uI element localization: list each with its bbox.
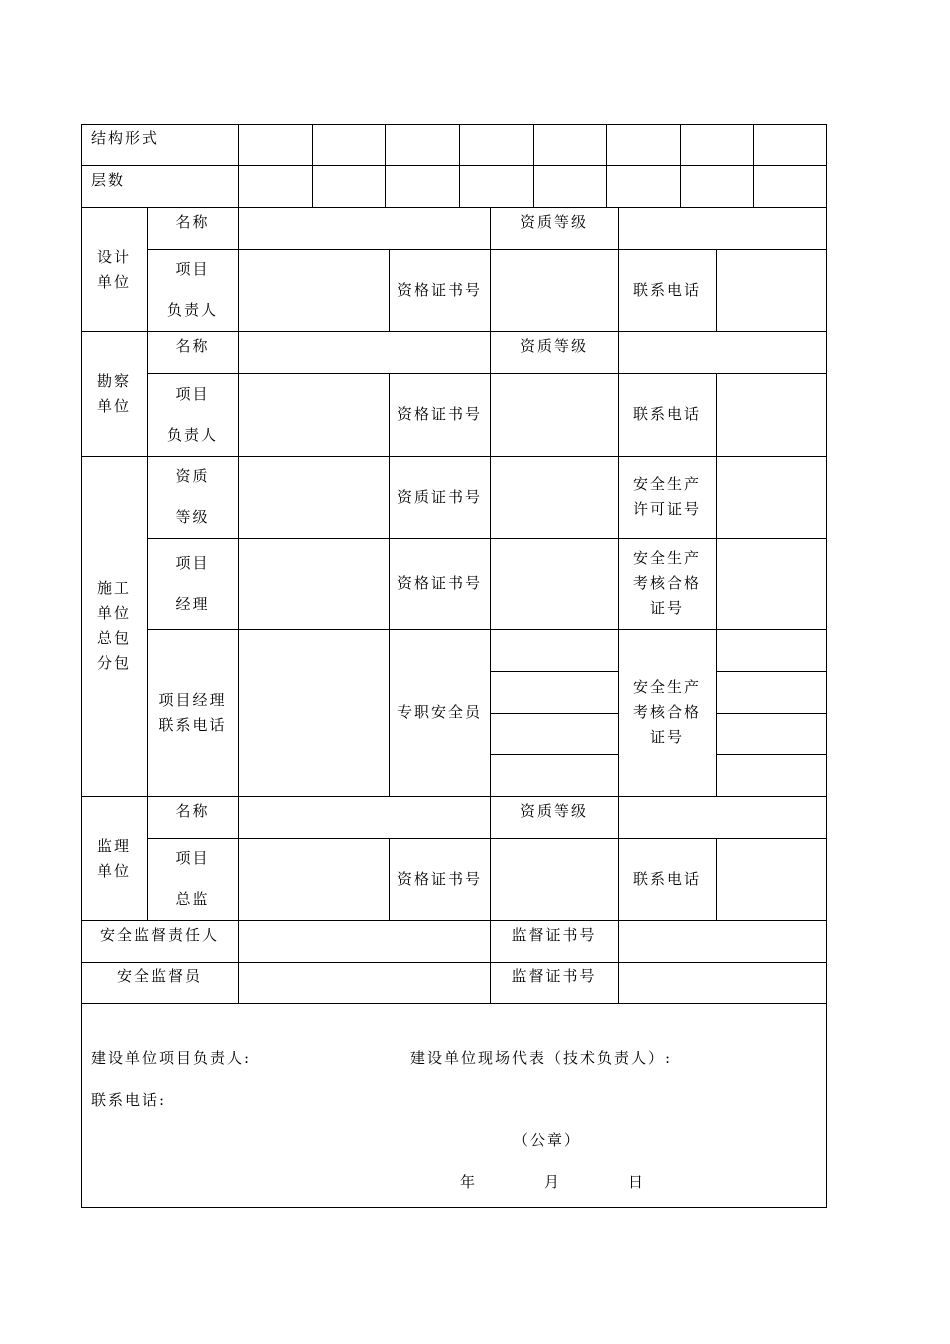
supervision-qual-level-label: 资质等级 [519, 802, 588, 820]
supervision-name-label: 名称 [175, 802, 210, 820]
grid-line [238, 207, 239, 1003]
supervision-unit-label-line: 单位 [96, 862, 131, 880]
construction-permit-label [618, 456, 716, 538]
construction-qual-label [147, 456, 238, 538]
construction-unit-label-line: 总包 [96, 629, 131, 647]
survey-pm-label-line: 负责人 [166, 425, 218, 444]
construction-assess-label-line: 安全生产 [632, 549, 701, 567]
official-seal-label: （公章） [513, 1131, 582, 1149]
construction-unit-label-line: 单位 [96, 604, 131, 622]
construction-permit-label-line: 安全生产 [632, 475, 701, 493]
grid-line [459, 124, 460, 207]
design-unit-label-line: 单位 [96, 272, 131, 291]
design-unit-label-line: 设计 [96, 247, 131, 266]
grid-line [312, 124, 313, 207]
grid-line [606, 124, 607, 207]
date-day-label: 日 [628, 1173, 646, 1191]
construction-assess-label-line: 证号 [649, 599, 684, 617]
supervision-cert-no-label: 资格证书号 [396, 869, 482, 888]
grid-line [81, 962, 827, 963]
grid-line [680, 124, 681, 207]
grid-line [716, 373, 717, 796]
construction-pm-label-line: 项目 [175, 553, 210, 572]
construction-assess2-label-line: 安全生产 [632, 678, 701, 696]
grid-line [81, 796, 827, 797]
grid-line [618, 207, 619, 249]
construction-assess2-label-line: 考核合格 [632, 703, 701, 721]
survey-pm-label-line: 项目 [175, 384, 210, 403]
construction-unit-label [81, 456, 147, 796]
grid-line [81, 1207, 827, 1208]
grid-line [81, 124, 827, 125]
supervision-chief-label-line: 总监 [175, 890, 210, 908]
survey-cert-no-label: 资格证书号 [396, 405, 482, 423]
construction-pm-label-line: 经理 [175, 594, 210, 613]
date-year-label: 年 [460, 1173, 478, 1191]
grid-line [618, 331, 619, 373]
survey-unit-label-line: 勘察 [96, 372, 131, 390]
grid-line [533, 124, 534, 207]
construction-cert-no-label: 资格证书号 [396, 574, 482, 592]
oversight-responsible-cert-label: 监督证书号 [511, 926, 597, 944]
design-pm-label-line: 项目 [175, 260, 210, 278]
grid-line [618, 920, 619, 1003]
survey-qual-level-label: 资质等级 [519, 337, 588, 355]
oversight-officer-label: 安全监督员 [116, 967, 202, 985]
design-name-label: 名称 [175, 213, 210, 231]
grid-line [716, 249, 717, 331]
grid-line [753, 124, 754, 207]
grid-line [490, 754, 618, 755]
design-cert-no-label: 资格证书号 [396, 280, 482, 299]
oversight-officer-cert-label: 监督证书号 [511, 967, 597, 985]
date-month-label: 月 [544, 1173, 562, 1191]
supervision-chief-label [147, 838, 238, 920]
construction-pm-phone-label [147, 629, 238, 796]
design-pm-label-line: 负责人 [166, 301, 218, 319]
construction-pm-phone-label-line: 项目经理 [158, 690, 227, 709]
grid-line [81, 331, 827, 332]
grid-line [716, 754, 827, 755]
grid-line [81, 920, 827, 921]
builder-phone-label: 联系电话: [91, 1091, 167, 1109]
survey-unit-label-line: 单位 [96, 397, 131, 415]
structure-label: 结构形式 [91, 129, 160, 147]
construction-qual-label-line: 资质 [175, 467, 210, 485]
builder-pm-label: 建设单位项目负责人: [91, 1049, 252, 1067]
construction-assess2-label-line: 证号 [649, 728, 684, 746]
grid-line [385, 124, 386, 207]
safety-registration-form [81, 124, 827, 1208]
design-pm-label [147, 249, 238, 331]
design-qual-level-label: 资质等级 [519, 213, 588, 231]
construction-assess2-label [618, 629, 716, 796]
construction-safety-officer-label: 专职安全员 [396, 703, 482, 721]
grid-line [716, 671, 827, 672]
construction-unit-label-line: 分包 [96, 654, 131, 672]
construction-qual-label-line: 等级 [175, 508, 210, 526]
design-unit-label [81, 249, 147, 290]
survey-phone-label: 联系电话 [632, 405, 701, 423]
construction-unit-label-line: 施工 [96, 579, 131, 597]
builder-rep-label: 建设单位现场代表（技术负责人）: [410, 1049, 673, 1067]
grid-line [81, 207, 827, 208]
supervision-chief-label-line: 项目 [175, 849, 210, 867]
construction-pm-label [147, 538, 238, 629]
grid-line [716, 838, 717, 920]
survey-pm-label [147, 373, 238, 456]
design-phone-label: 联系电话 [632, 280, 701, 299]
supervision-phone-label: 联系电话 [632, 869, 701, 888]
supervision-unit-label [81, 838, 147, 880]
grid-line [716, 713, 827, 714]
grid-line [81, 165, 827, 166]
construction-pm-phone-label-line: 联系电话 [158, 715, 227, 734]
survey-name-label: 名称 [175, 337, 210, 355]
grid-line [81, 1003, 827, 1004]
grid-line [490, 713, 618, 714]
construction-assess-label-line: 考核合格 [632, 574, 701, 592]
construction-assess-label [618, 538, 716, 629]
oversight-responsible-label: 安全监督责任人 [99, 926, 219, 944]
construction-qual-cert-label: 资质证书号 [396, 487, 482, 506]
construction-permit-label-line: 许可证号 [632, 500, 701, 518]
floors-label: 层数 [91, 171, 126, 189]
grid-line [238, 124, 239, 207]
survey-unit-label [81, 373, 147, 415]
grid-line [826, 124, 827, 1208]
supervision-unit-label-line: 监理 [96, 837, 131, 855]
grid-line [490, 671, 618, 672]
